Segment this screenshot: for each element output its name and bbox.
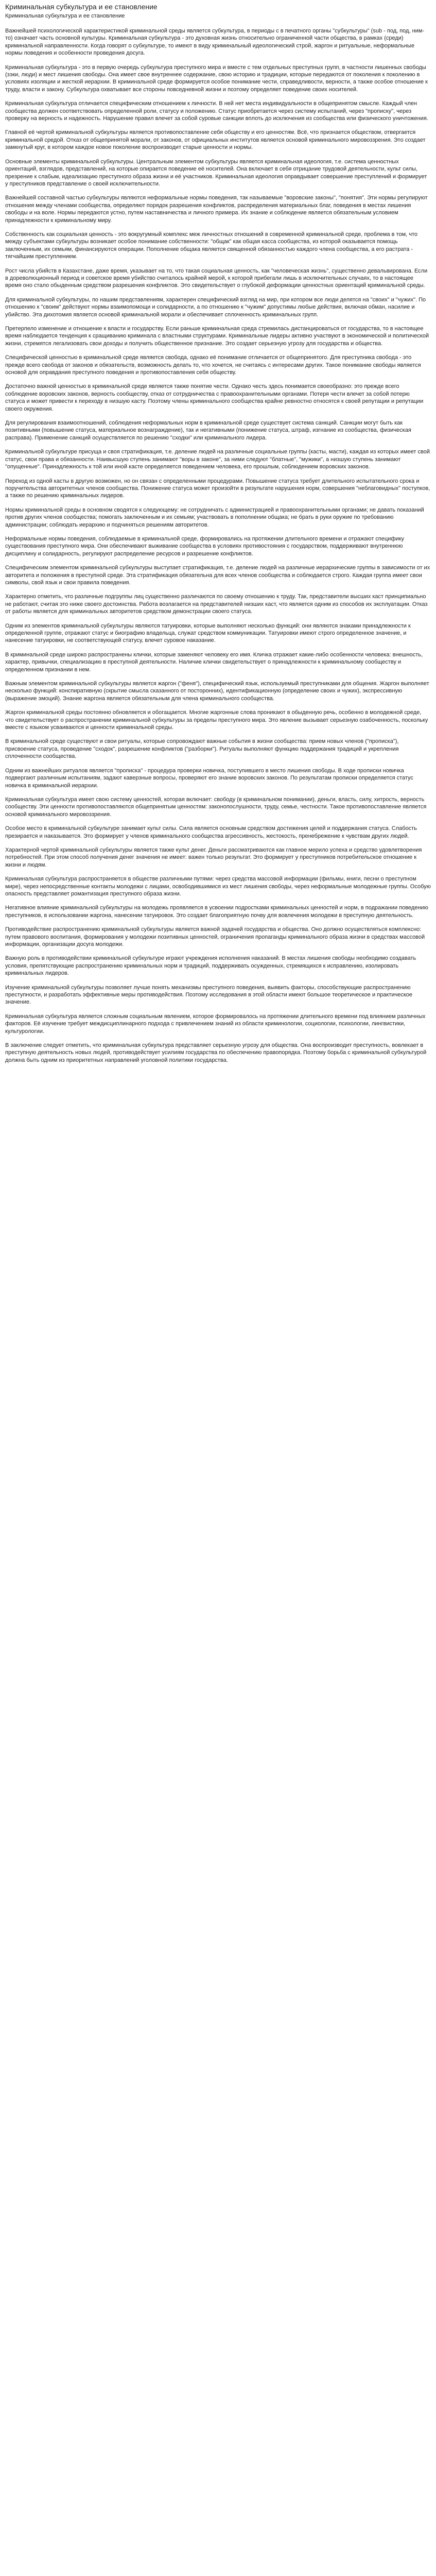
article-paragraph: Для криминальной субкультуры, по нашим представлениям, характерен специфический взгляд на мир, при котором все люди делятся на "своих" и "чужих". По отношению к "своим" действуют нормы взаимопомощи и солидарности, а по отношению к "чужим" допустимы любые действия, включая обман, насилие и убийство. Эта дихотомия является основой криминальной морали и обеспечивает сплоченность криминальных групп. xyxy=(5,296,426,318)
article-paragraph: Криминальная субкультура имеет свою систему ценностей, которая включает: свободу (в криминальном понимании), деньги, власть, силу, хитрость, верность сообществу. Эти ценности противопоставляются общепринятым ценностям: законопослушности, труду, семье, честности. Такое противопоставление является основой криминального мировоззрения. xyxy=(5,796,427,818)
article-paragraph: Характерной чертой криминальной субкультуры является также культ денег. Деньги рассматриваются как главное мерило успеха и средство удовлетворения потребностей. При этом способ получения денег значения не имеет: важен только результат. Это формирует у преступников потребительское отношение к жизни и людям. xyxy=(5,846,422,868)
article-paragraph: Изучение криминальной субкультуры позволяет лучше понять механизмы преступного поведения, выявить факторы, способствующие распространению преступности, и разработать эффективные меры противодействия. Поэтому исследования в этой области имеют большое теоретическое и практическое значение. xyxy=(5,984,412,1006)
article-paragraph: Претерпело изменение и отношение к власти и государству. Если раньше криминальная среда стремилась дистанцироваться от государства, то в настоящее время наблюдается тенденция к сращиванию криминала с властными структурами. Криминальные лидеры активно участвуют в экономической и политической жизни, стремятся легализовать свои доходы и получить общественное признание. Это создает серьезную угрозу для государства и общества. xyxy=(5,326,429,347)
article-paragraph: Рост числа убийств в Казахстане, даже время, указывает на то, что такая социальная ценность, как "человеческая жизнь", существенно девальвирована. Если в дореволюционный период и советское время убийство считалось крайней мерой, к которой прибегали лишь в исключительных случаях, то в настоящее время оно стало обыденным средством разрешения конфликтов. Это свидетельствует о глубокой деформации ценностных ориентаций криминальной среды. xyxy=(5,267,428,289)
article xyxy=(0,0,436,1064)
article-paragraph: Жаргон криминальной среды постоянно обновляется и обогащается. Многие жаргонные слова проникают в обыденную речь, особенно в молодежной среде, что свидетельствует о распространении криминальной субкультуры за пределы преступного мира. Это явление вызывает серьезную озабоченность, поскольку вместе с языком усваиваются и ценности криминальной среды. xyxy=(5,709,428,731)
article-paragraph: Основные элементы криминальной субкультуры. Центральным элементом субкультуры является криминальная идеология, т.е. система ценностных ориентаций, взглядов, представлений, на которые опирается поведение её носителей. Она включает в себя отрицание трудовой деятельности, культ силы, презрение к слабым, идеализацию преступного образа жизни и её участников. Криминальная идеология оправдывает совершение преступлений и формирует у преступников представление о своей исключительности. xyxy=(5,158,427,187)
article-paragraph: Для регулирования взаимоотношений, соблюдения неформальных норм в криминальной среде существует система санкций. Санкции могут быть как позитивными (повышение статуса, материальное вознаграждение), так и негативными (понижение статуса, штраф, изгнание из сообщества, физическая расправа). Применение санкций осуществляется по решению "сходки" или криминального лидера. xyxy=(5,420,411,441)
article-paragraph: Криминальная субкультура является сложным социальным явлением, которое формировалось на протяжении длительного времени под влиянием различных факторов. Её изучение требует междисциплинарного подхода с привлечением знаний из области криминологии, социологии, психологии, лингвистики, культурологии. xyxy=(5,1013,426,1035)
article-paragraph: Специфической ценностью в криминальной среде является свобода, однако её понимание отличается от общепринятого. Для преступника свобода - это прежде всего свобода от законов и обязательств, возможность делать то, что хочется, не считаясь с интересами других. Такое понимание свободы является основой для оправдания преступного поведения и противопоставления себя обществу. xyxy=(5,354,421,376)
article-paragraph: В криминальной среде существуют и свои ритуалы, которые сопровождают важные события в жизни сообщества: прием новых членов ("прописка"), присвоение статуса, проведение "сходок", разрешение конфликтов ("разборки"). Ритуалы выполняют функцию поддержания традиций и укрепления сплоченности сообщества. xyxy=(5,738,399,760)
article-paragraph: Переход из одной касты в другую возможен, но он связан с определенными процедурами. Повышение статуса требует длительного испытательного срока и поручительства авторитетных членов сообщества. Понижение статуса может произойти в результате нарушения норм, совершения "неблаговидных" поступков, а также по решению криминальных лидеров. xyxy=(5,478,430,499)
article-paragraph: Важнейшей психологической характеристикой криминальной среды является субкультура, в периоды с в печатного органы "субкультуры" (sub - под, под, ним-то) означает часть основной культуры. Криминальная субкультура - это духовная жизнь относительно ограниченной части общества, в рамках (среди) криминальной направленности. Когда говорят о субкультуре, то имеют в виду криминальный идеологический строй, жаргон и ритуальные, неформальные нормы поведения и особенности проведения досуга. xyxy=(5,28,425,57)
article-paragraph: Одним из элементов криминальной субкультуры являются татуировки, которые выполняют несколько функций: они являются знаками принадлежности к определенной группе, отражают статус и биографию владельца, служат средством коммуникации. Татуировки имеют строго определенное значение, и нанесение татуировки, не соответствующей статусу, влечет суровое наказание. xyxy=(5,622,411,644)
article-paragraph: Важнейшей составной частью субкультуры являются неформальные нормы поведения, так называемые "воровские законы", "понятия". Эти нормы регулируют отношения между членами сообщества, определяют порядок разрешения конфликтов, распределения материальных благ, поведения в местах лишения свободы и на воле. Нормы передаются устно, путем наставничества и личного примера. Их знание и соблюдение является обязательным условием принадлежности к криминальному миру. xyxy=(5,195,428,224)
article-paragraph: Негативное влияние криминальной субкультуры на молодежь проявляется в усвоении подростками криминальных ценностей и норм, в подражании поведению преступников, в использовании жаргона, нанесении татуировок. Это создает благоприятную почву для вовлечения молодежи в преступную деятельность. xyxy=(5,905,428,919)
article-paragraph: Собственность как социальная ценность - это вокругумный комплекс меж личностных отношений в современной криминальной среде, проблема в том, что между субъектами субкультуры возникает особое понимание собственности: "общак" как общая касса сообщества, из которой оказывается помощь заключенным, их семьям, финансируются операции. Пополнение общака является священной обязанностью каждого члена сообщества, а его растрата - тягчайшим преступлением. xyxy=(5,231,418,260)
article-paragraph: Особое место в криминальной субкультуре занимает культ силы. Сила является основным средством достижения целей и поддержания статуса. Слабость презирается и наказывается. Это формирует у членов криминального сообщества агрессивность, жестокость, пренебрежение к чувствам других людей. xyxy=(5,825,417,839)
article-paragraph: Противодействие распространению криминальной субкультуры является важной задачей государства и общества. Оно должно осуществляться комплексно: путем правового воспитания, формирования у молодежи позитивных ценностей, ограничения пропаганды криминального образа жизни в средствах массовой информации, организации досуга молодежи. xyxy=(5,926,425,947)
article-paragraph: Неформальные нормы поведения, соблюдаемые в криминальной среде, формировались на протяжении длительного времени и отражают специфику существования преступного мира. Они обеспечивают выживание сообщества в условиях противостояния с государством, поддерживают внутреннюю дисциплину и солидарность, регулируют распределение ресурсов и разрешение конфликтов. xyxy=(5,535,405,557)
article-paragraph: В заключение следует отметить, что криминальная субкультура представляет серьезную угрозу для общества. Она воспроизводит преступность, вовлекает в преступную деятельность новых людей, противодействует усилиям государства по обеспечению правопорядка. Поэтому борьба с криминальной субкультурой должна быть одним из приоритетных направлений уголовной политики государства. xyxy=(5,1042,427,1063)
article-paragraph: Важную роль в противодействии криминальной субкультуре играют учреждения исполнения наказаний. В местах лишения свободы необходимо создавать условия, препятствующие распространению криминальных норм и традиций, поддерживать осужденных, стремящихся к исправлению, изолировать криминальных лидеров. xyxy=(5,955,416,977)
article-subtitle: Криминальная субкультура и ее становление xyxy=(5,13,125,19)
article-paragraph: Криминальная субкультура распространяется в обществе различными путями: через средства массовой информации (фильмы, книги, песни о преступном мире), через непосредственные контакты молодежи с лицами, освободившимися из мест лишения свободы, через неформальные молодежные группы. Особую опасность представляет романтизация преступного образа жизни. xyxy=(5,876,431,897)
article-paragraph: Главной её чертой криминальной субкультуры является противопоставление себя обществу и его ценностям. Всё, что признается обществом, отвергается криминальной средой. Отказ от общепринятой морали, от законов, от официальных институтов является основой криминального мировоззрения. Это создает замкнутый круг, в котором каждое новое поколение воспроизводит старые ценности и нормы. xyxy=(5,129,426,151)
article-title: Криминальная субкультура и ее становление xyxy=(5,3,158,11)
article-paragraph: Криминальной субкультуре присуща и своя стратификация, т.е. деление людей на различные социальные группы (касты, масти), каждая из которых имеет свой статус, свои права и обязанности. Наивысшую ступень занимают "воры в законе", за ними следуют "блатные", "мужики", а низшую ступень занимают "опущенные". Принадлежность к той или иной касте определяется поведением человека, его прошлым, соблюдением воровских законов. xyxy=(5,449,430,470)
article-paragraph: Криминальная субкультура - это в первую очередь субкультура преступного мира и вместе с тем отдельных преступных групп, в частности лишенных свободы (зэки, люди) и мест лишения свободы. Она имеет свое внутреннее содержание, свою историю и традиции, которые передаются от поколения к поколению в условиях изоляции и жесткой иерархии. В криминальной среде формируется особое понимание чести, справедливости, верности, а также особое отношение к труду, власти и закону. Субкультура охватывает все стороны повседневной жизни и поэтому определяет поведение своих носителей. xyxy=(5,64,428,93)
article-body xyxy=(5,27,431,1064)
article-paragraph: Достаточно важной ценностью в криминальной среде является также понятие чести. Однако честь здесь понимается своеобразно: это прежде всего соблюдение воровских законов, верность сообществу, отказ от сотрудничества с правоохранительными органами. Потеря чести влечет за собой потерю статуса и может привести к переходу в низшую касту. Поэтому члены криминального сообщества крайне ревностно относятся к своей репутации и репутации своего окружения. xyxy=(5,383,424,412)
article-paragraph: Характерно отметить, что различные подгруппы лиц существенно различаются по своему отношению к труду. Так, представители высших каст принципиально не работают, считая это ниже своего достоинства. Работа возлагается на представителей низших каст, что является одним из способов их эксплуатации. Отказ от работы является для криминальных авторитетов средством демонстрации своего статуса. xyxy=(5,594,428,615)
article-paragraph: Одним из важнейших ритуалов является "прописка" - процедура проверки новичка, поступившего в место лишения свободы. В ходе прописки новичка подвергают различным испытаниям, задают каверзные вопросы, проверяют его знание воровских законов. По результатам прописки определяется статус новичка в криминальной иерархии. xyxy=(5,767,413,789)
article-paragraph: Важным элементом криминальной субкультуры является жаргон ("феня"), специфический язык, используемый преступниками для общения. Жаргон выполняет несколько функций: конспиративную (скрытие смысла сказанного от посторонних), идентификационную (определение своих и чужих), экспрессивную (выражение эмоций). Знание жаргона является обязательным для члена криминального сообщества. xyxy=(5,681,429,702)
article-paragraph: В криминальной среде широко распространены клички, которые заменяют человеку его имя. Кличка отражает какие-либо особенности человека: внешность, характер, привычки, специализацию в преступной деятельности. Наличие клички свидетельствует о принадлежности к криминальному сообществу и определенном признании в нем. xyxy=(5,651,423,673)
article-paragraph: Нормы криминальной среды в основном сводятся к следующему: не сотрудничать с администрацией и правоохранительными органами; не давать показаний против других членов сообщества; помогать заключенным и их семьям; участвовать в пополнении общака; не брать в руки оружие по требованию администрации; соблюдать иерархию и подчиняться решениям авторитетов. xyxy=(5,506,424,528)
article-paragraph: Криминальная субкультура отличается специфическим отношением к личности. В ней нет места индивидуальности в общепринятом смысле. Каждый член сообщества должен соответствовать определенной роли, статусу и положению. Статус приобретается через систему испытаний, через "прописку", через проверку на верность и надежность. Нарушение правил влечет за собой суровые санкции вплоть до исключения из сообщества или физического уничтожения. xyxy=(5,100,428,122)
article-paragraph: Специфическим элементом криминальной субкультуры выступает стратификация, т.е. деление людей на различные иерархические группы в зависимости от их авторитета и положения в преступной среде. Эта стратификация обязательна для всех членов сообщества и соблюдается строго. Каждая группа имеет свои символы, свой язык и свои правила поведения. xyxy=(5,565,430,586)
